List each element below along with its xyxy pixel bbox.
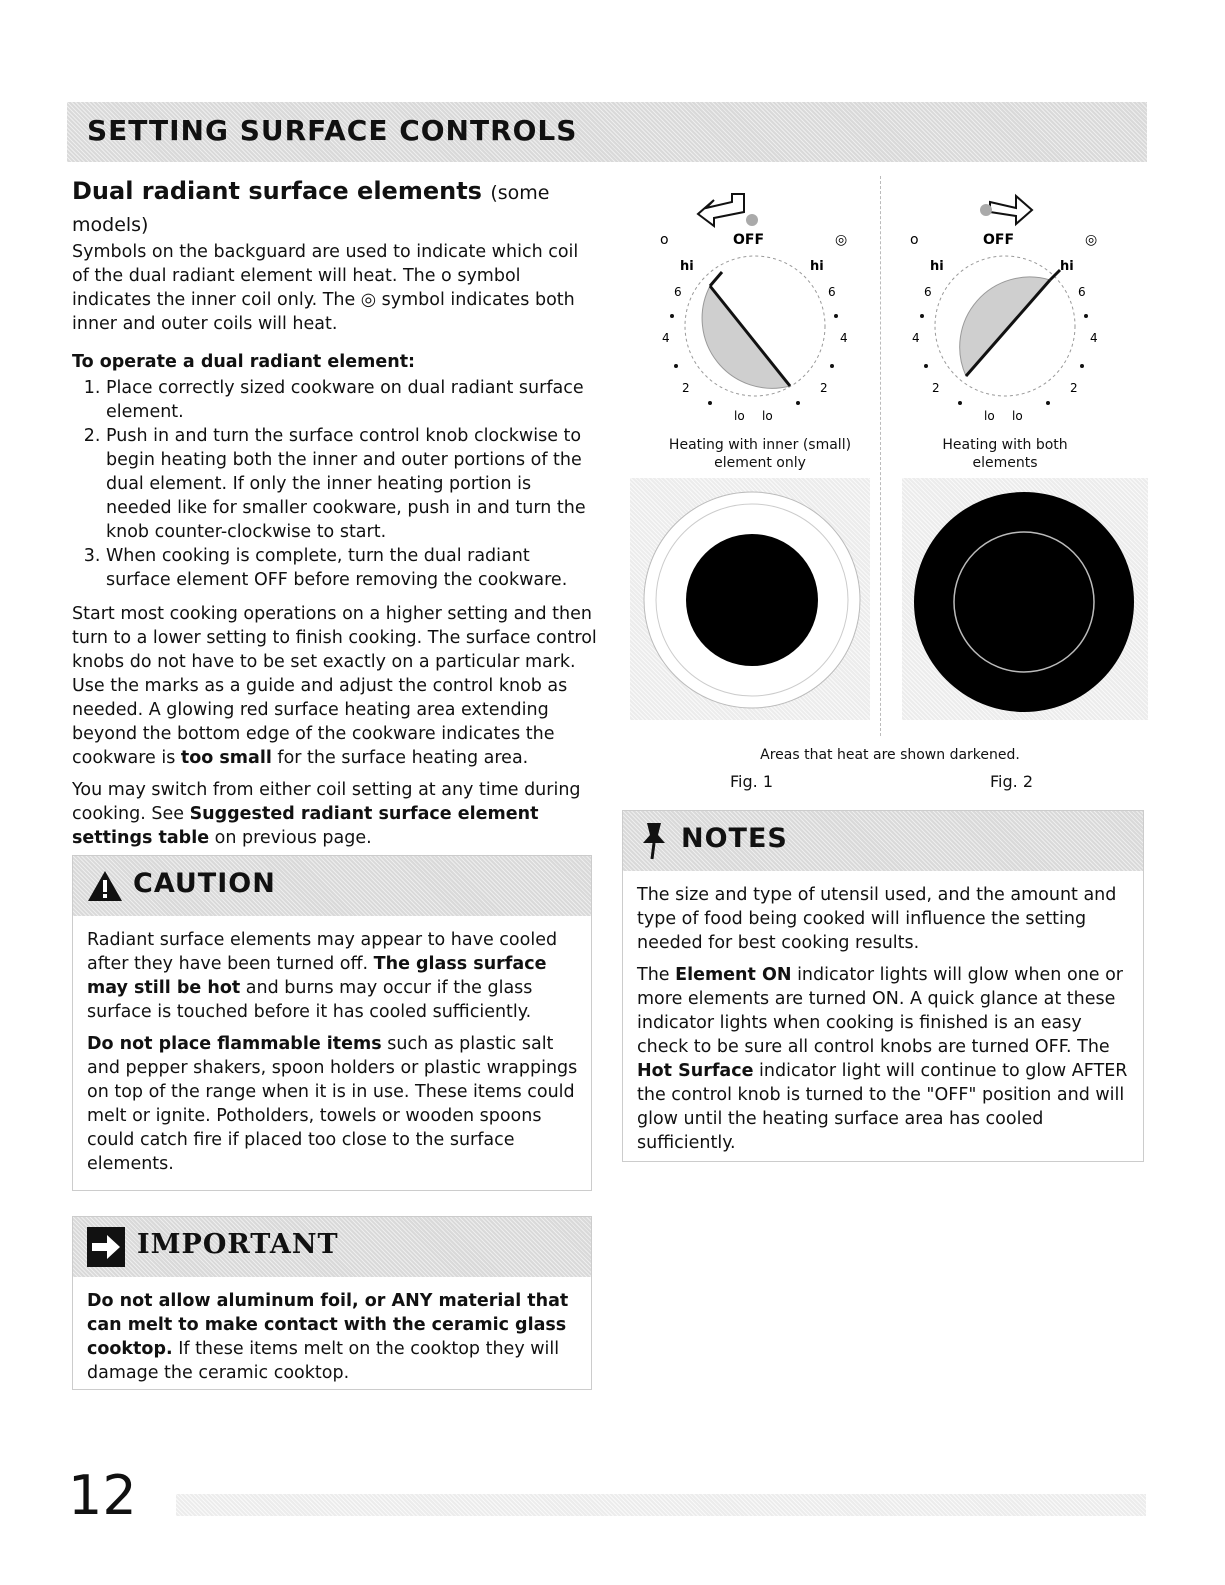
notes-p2-e: indicator light will continue to glow AFTER the control knob is turned to the "OFF" position and will glow until the heating surface area has cooled sufficiently. [637,1061,1128,1153]
knob2-label-lo-left: lo [984,409,995,423]
notes-para-2 [637,963,1131,1155]
fig2-caption: Heating with both elements [942,437,1068,471]
important-para [87,1289,579,1385]
knob1-label-4-left: 4 [662,331,670,345]
fig2-label: Fig. 2 [990,772,1033,791]
switch-paragraph [72,778,597,850]
knob2-label-hi-left: hi [930,259,944,274]
figures-area [630,176,1150,796]
caution-p2-a: such as plastic salt and pepper shakers, spoon holders or plastic wrappings on top of the range when it is in use. These items could melt or ignite. Potholders, towels or wooden spoons could catch fire if placed too close to the surface elements. [87,1034,578,1174]
knob2-label-4-right: 4 [1090,331,1098,345]
settings-text-a: Start most cooking operations on a higher setting and then turn to a lower setting to finish cooking. The surface control knobs do not have to be set exactly on a particular mark. Use the marks as a guide and adjust the control knob as needed. A glowing red surface heating area extending beyond the bottom edge of the cookware indicates the cookware is [72,604,597,768]
settings-text-b: for the surface heating area. [271,748,529,768]
switch-text-bold: Suggested radiant surface element settings table [72,804,539,848]
page-number: 12 [68,1464,137,1527]
operate-steps [72,376,597,592]
important-text: If these items melt on the cooktop they will damage the ceramic cooktop. [87,1339,560,1383]
knob1-label-2-left: 2 [682,381,690,395]
knob1-label-4-right: 4 [840,331,848,345]
knob1-label-lo-left: lo [734,409,745,423]
knob2-label-lo-right: lo [1012,409,1023,423]
knob1-label-6-left: 6 [674,285,682,299]
knob1-label-o: o [660,232,669,248]
section-title: SETTING SURFACE CONTROLS [87,114,578,147]
operate-heading: To operate a dual radiant element: [72,352,416,372]
notes-header [623,811,1143,871]
knob2-label-both: ◎ [1085,232,1098,248]
knob-diagram-inner [640,176,880,446]
settings-paragraph [72,602,597,770]
switch-text-a: You may switch from either coil setting at any time during cooking. See [72,780,581,824]
footer-bar [176,1494,1146,1516]
knob2-label-4-left: 4 [912,331,920,345]
important-body [73,1277,591,1405]
inner-element-graphic [630,478,870,720]
settings-text-bold: too small [180,748,272,768]
operate-step-1: 1. Place correctly sized cookware on dual radiant surface element. [106,376,597,424]
both-element-graphic [902,478,1148,720]
caution-p1-bold: The glass surface may still be hot [87,954,547,998]
operate-step-3: 3. When cooking is complete, turn the dual radiant surface element OFF before removing the cookware. [106,544,597,592]
element-illustration-inner [630,478,870,720]
knob2-label-2-right: 2 [1070,381,1078,395]
caution-body [73,916,591,1196]
fig1-label: Fig. 1 [730,772,773,791]
intro-heading-note: (some models) [72,182,550,236]
fig1-caption: Heating with inner (small) element only [668,437,852,471]
knob2-label-off: OFF [983,232,1015,248]
knob1-label-both: ◎ [835,232,848,248]
caution-p2-bold: Do not place flammable items [87,1034,382,1054]
notes-para-1: The size and type of utensil used, and the amount and type of food being cooked will influence the setting needed for best cooking results. [637,885,1117,953]
notes-title: NOTES [681,823,788,854]
warning-icon [87,870,123,902]
left-column [72,176,597,858]
knob1-label-hi-left: hi [680,259,694,274]
knob1-label-lo-right: lo [762,409,773,423]
caution-para-1 [87,928,579,1024]
switch-text-b: on previous page. [209,828,372,848]
notes-p2-bold-1: Element ON [675,965,792,985]
caution-p1-b: and burns may occur if the glass surface is touched before it has cooled sufficiently. [87,978,533,1022]
notes-p2-c: indicator lights will glow when one or more elements are turned ON. A quick glance at these indicator lights when cooking is finished is an easy check to be sure all control knobs are turned OFF. The [637,965,1123,1057]
operate-step-2: 2. Push in and turn the surface control knob clockwise to begin heating both the inner and outer portions of the dual element. If only the inner heating portion is needed like for smaller cookware, push in and turn the knob counter-clockwise to start. [106,424,597,544]
knob1-label-hi-right: hi [810,259,824,274]
knob1-label-6-right: 6 [828,285,836,299]
intro-heading-text: Dual radiant surface elements [72,177,482,205]
important-title: IMPORTANT [137,1229,339,1260]
knob2-label-2-left: 2 [932,381,940,395]
caution-box [72,855,592,1191]
knob1-label-off: OFF [733,232,765,248]
intro-paragraph: Symbols on the backguard are used to indicate which coil of the dual radiant element will heat. The o symbol indicates the inner coil only. The ◎ symbol indicates both inner and outer coils will heat. [72,242,579,334]
caution-title: CAUTION [133,868,276,899]
element-illustration-both [902,478,1148,720]
caution-header [73,856,591,916]
knob2-label-hi-right: hi [1060,259,1074,274]
intro-heading [72,176,597,240]
figure-divider [880,176,882,736]
important-header [73,1217,591,1277]
important-bold: Do not allow aluminum foil, or ANY material that can melt to make contact with the ceramic glass cooktop. [87,1291,569,1359]
knob2-label-o: o [910,232,919,248]
knob1-label-2-right: 2 [820,381,828,395]
notes-p2-a: The [637,965,676,985]
knob2-label-6-right: 6 [1078,285,1086,299]
notes-body [623,871,1143,1175]
notes-box [622,810,1144,1162]
caution-p1-a: Radiant surface elements may appear to have cooled after they have been turned off. [87,930,558,974]
arrow-right-icon [87,1227,125,1267]
notes-p2-bold-2: Hot Surface [637,1061,754,1081]
knob2-label-6-left: 6 [924,285,932,299]
pushpin-icon [639,821,669,861]
important-box [72,1216,592,1390]
shared-caption: Areas that heat are shown darkened. [760,747,1020,763]
section-header-bar [67,102,1147,162]
caution-para-2 [87,1032,579,1176]
knob-diagram-both [890,176,1130,446]
